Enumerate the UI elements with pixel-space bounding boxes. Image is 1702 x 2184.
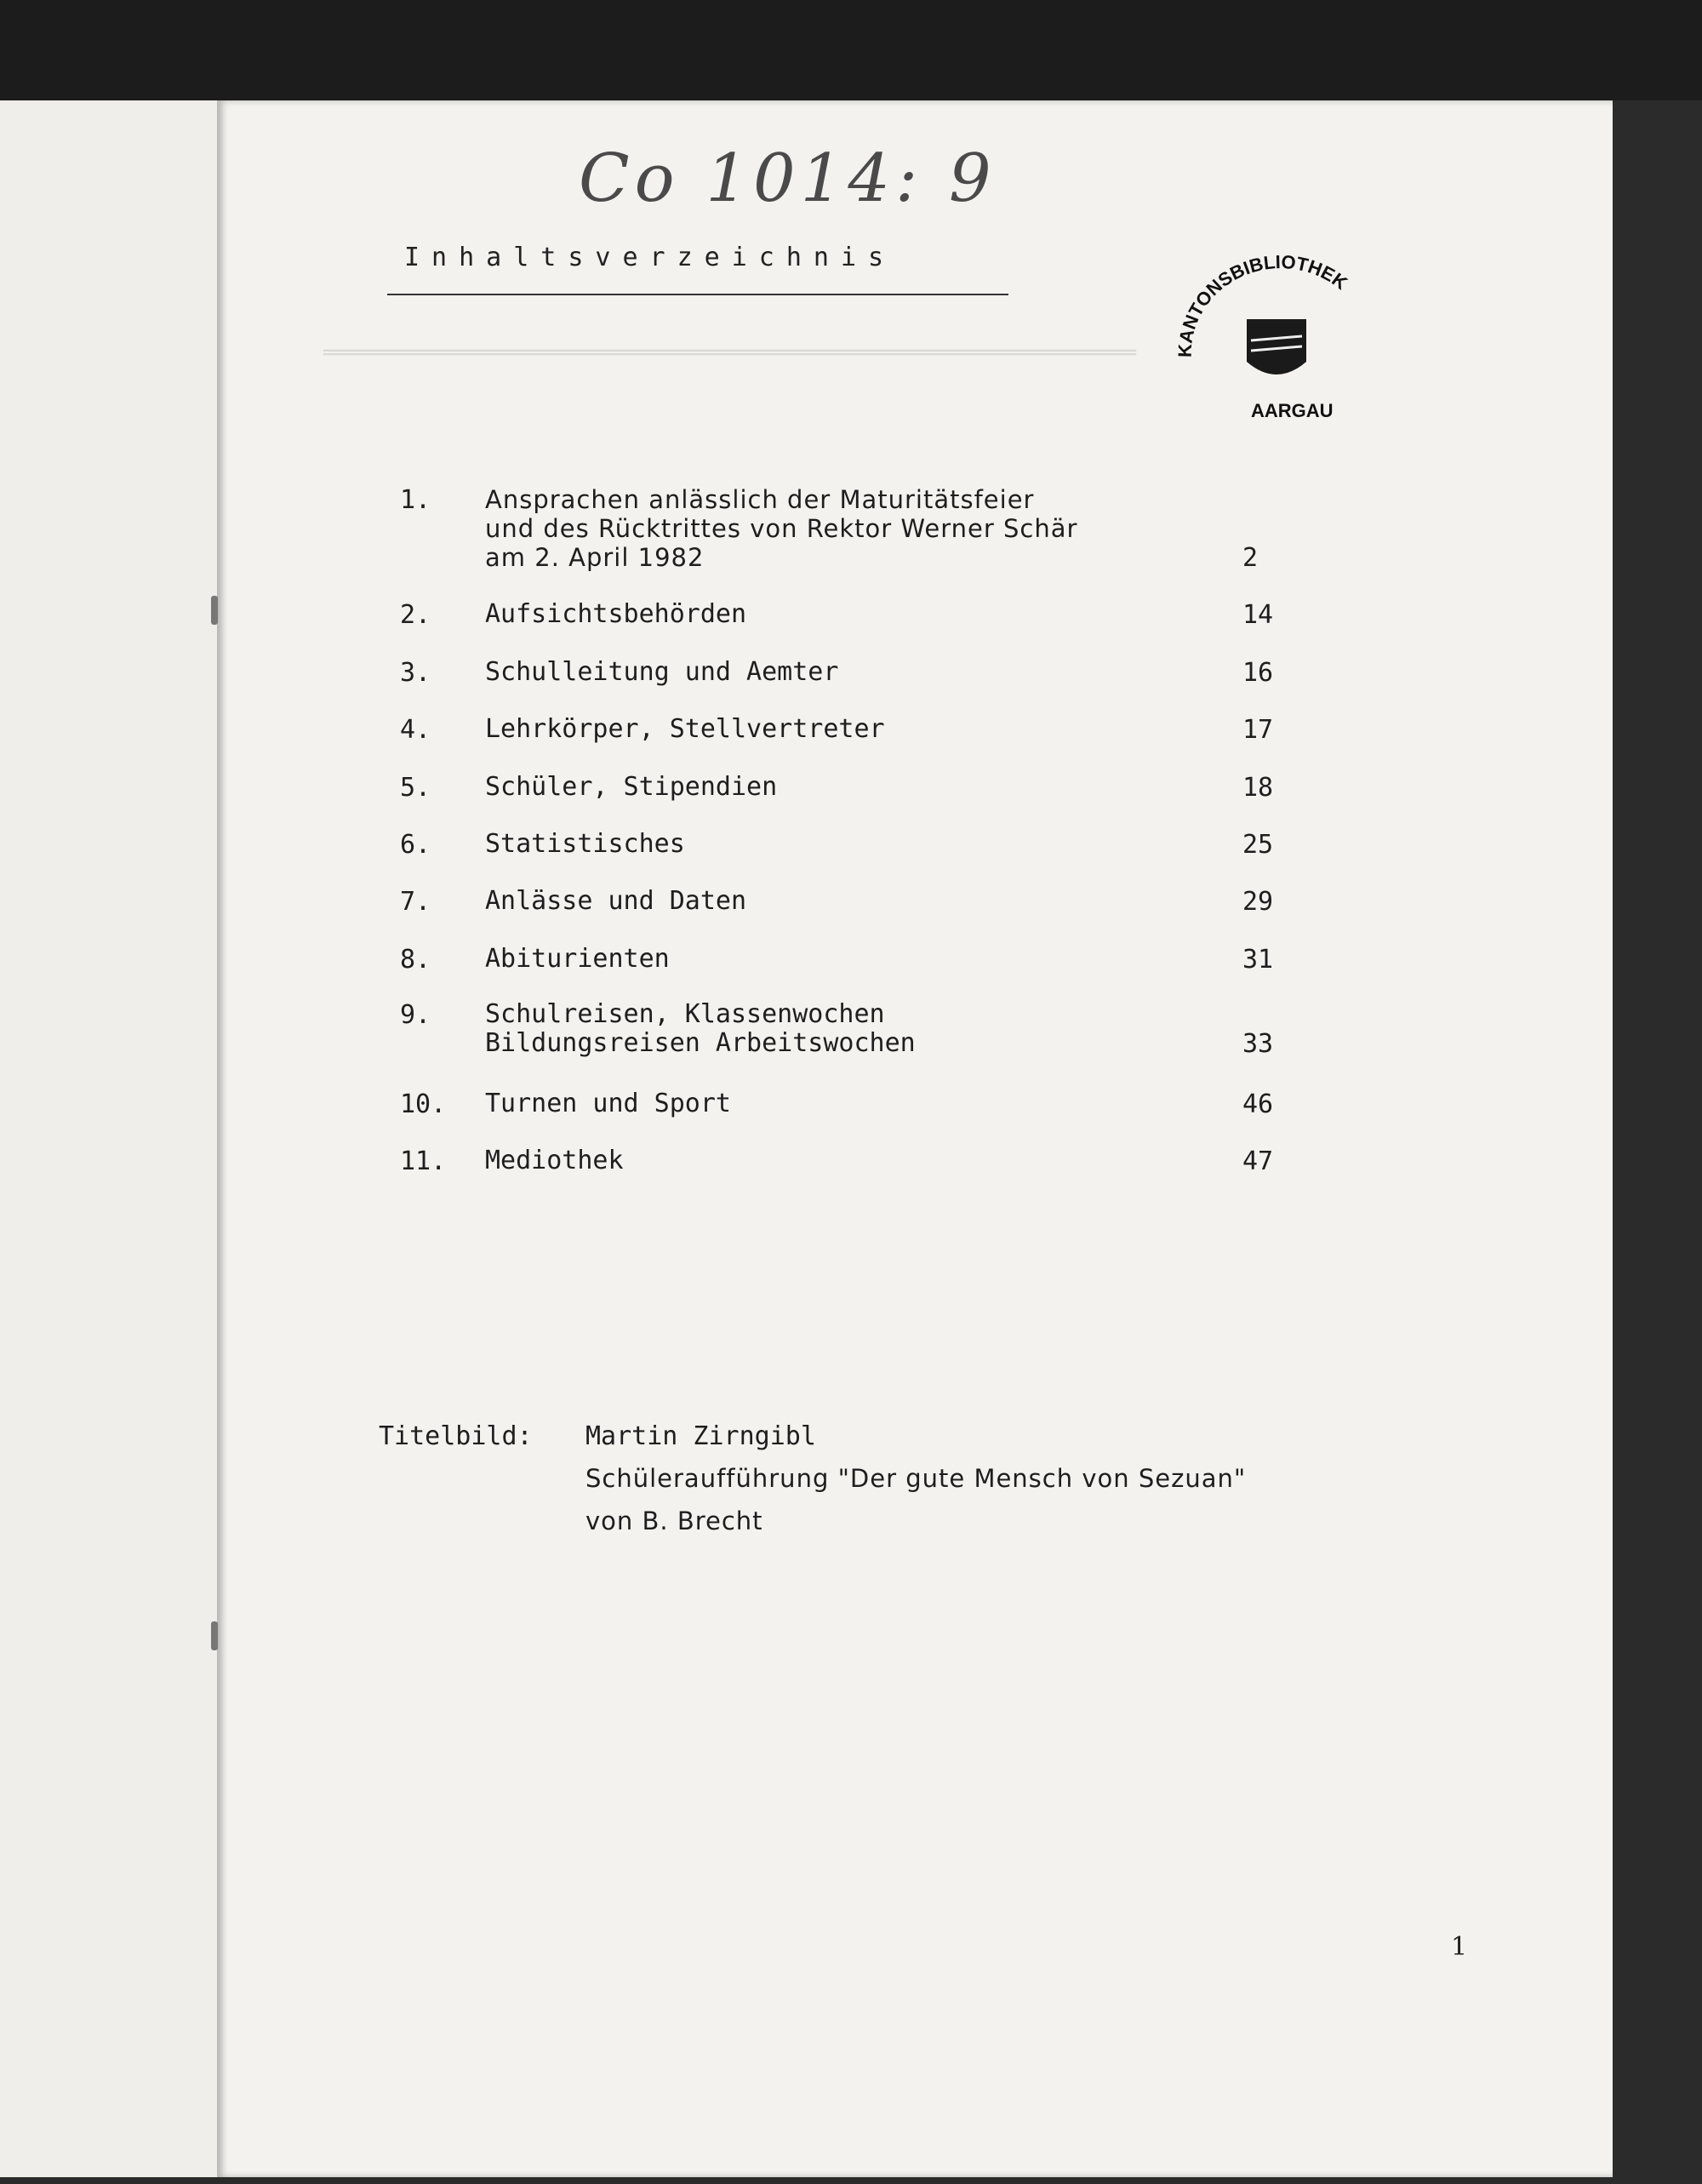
staple	[211, 596, 218, 625]
toc-title-line: Mediothek	[485, 1146, 624, 1175]
toc-number: 3.	[400, 658, 431, 688]
toc-page-number: 14	[1242, 600, 1274, 630]
toc-page-number: 2	[1242, 543, 1259, 573]
stamp-top-text: KANTONSBIBLIOTHEK	[1174, 255, 1352, 358]
title-underline	[387, 294, 1008, 295]
page-number: 1	[1451, 1932, 1468, 1962]
toc-title-line: Lehrkörper, Stellvertreter	[485, 714, 885, 744]
toc-number: 1.	[400, 485, 431, 515]
toc-page-number: 16	[1242, 658, 1274, 688]
toc-page-number: 25	[1242, 830, 1274, 860]
facing-page-edge	[0, 100, 220, 2177]
toc-title-line: Turnen und Sport	[485, 1089, 731, 1118]
toc-number: 10.	[400, 1089, 447, 1119]
toc-title-line: Anlässe und Daten	[485, 886, 747, 916]
caption-description: Schüleraufführung "Der gute Mensch von Sezuan"	[585, 1464, 1247, 1493]
toc-title-line: und des Rücktrittes von Rektor Werner Schär	[485, 514, 1078, 543]
caption-author: von B. Brecht	[585, 1507, 763, 1535]
toc-page-number: 31	[1242, 945, 1274, 975]
bleed-through: ═════════════════════════════════════════════════════════════	[323, 340, 1136, 366]
toc-number: 6.	[400, 830, 431, 860]
toc-number: 5.	[400, 773, 431, 803]
handwritten-shelfmark: Co 1014: 9	[579, 140, 997, 217]
toc-title-line: Ansprachen anlässlich der Maturitätsfeier	[485, 485, 1035, 514]
scan-background	[0, 0, 1702, 100]
toc-title-line: Abiturienten	[485, 944, 670, 974]
toc-page-number: 17	[1242, 715, 1274, 745]
stamp-bottom-text: AARGAU	[1251, 400, 1334, 421]
toc-title-line: Bildungsreisen Arbeitswochen	[485, 1028, 916, 1058]
page-title: Inhaltsverzeichnis	[404, 243, 896, 272]
toc-number: 11.	[400, 1146, 447, 1176]
toc-page-number: 33	[1242, 1029, 1274, 1059]
toc-title-line: Schulleitung und Aemter	[485, 657, 839, 687]
toc-title-line: Statistisches	[485, 829, 685, 859]
library-stamp	[1166, 255, 1387, 426]
toc-page-number: 29	[1242, 887, 1274, 917]
toc-number: 8.	[400, 945, 431, 975]
toc-number: 7.	[400, 887, 431, 917]
toc-page-number: 47	[1242, 1146, 1274, 1176]
toc-number: 9.	[400, 1000, 431, 1030]
toc-title-line: am 2. April 1982	[485, 543, 705, 572]
toc-title-line: Aufsichtsbehörden	[485, 599, 747, 629]
caption-label: Titelbild:	[379, 1421, 533, 1451]
caption-photographer: Martin Zirngibl	[585, 1421, 816, 1451]
staple	[211, 1621, 218, 1650]
toc-number: 4.	[400, 715, 431, 745]
toc-title-line: Schulreisen, Klassenwochen	[485, 999, 885, 1029]
document-page	[217, 100, 1613, 2177]
toc-number: 2.	[400, 600, 431, 630]
toc-page-number: 18	[1242, 773, 1274, 803]
toc-title-line: Schüler, Stipendien	[485, 772, 778, 802]
toc-page-number: 46	[1242, 1089, 1274, 1119]
